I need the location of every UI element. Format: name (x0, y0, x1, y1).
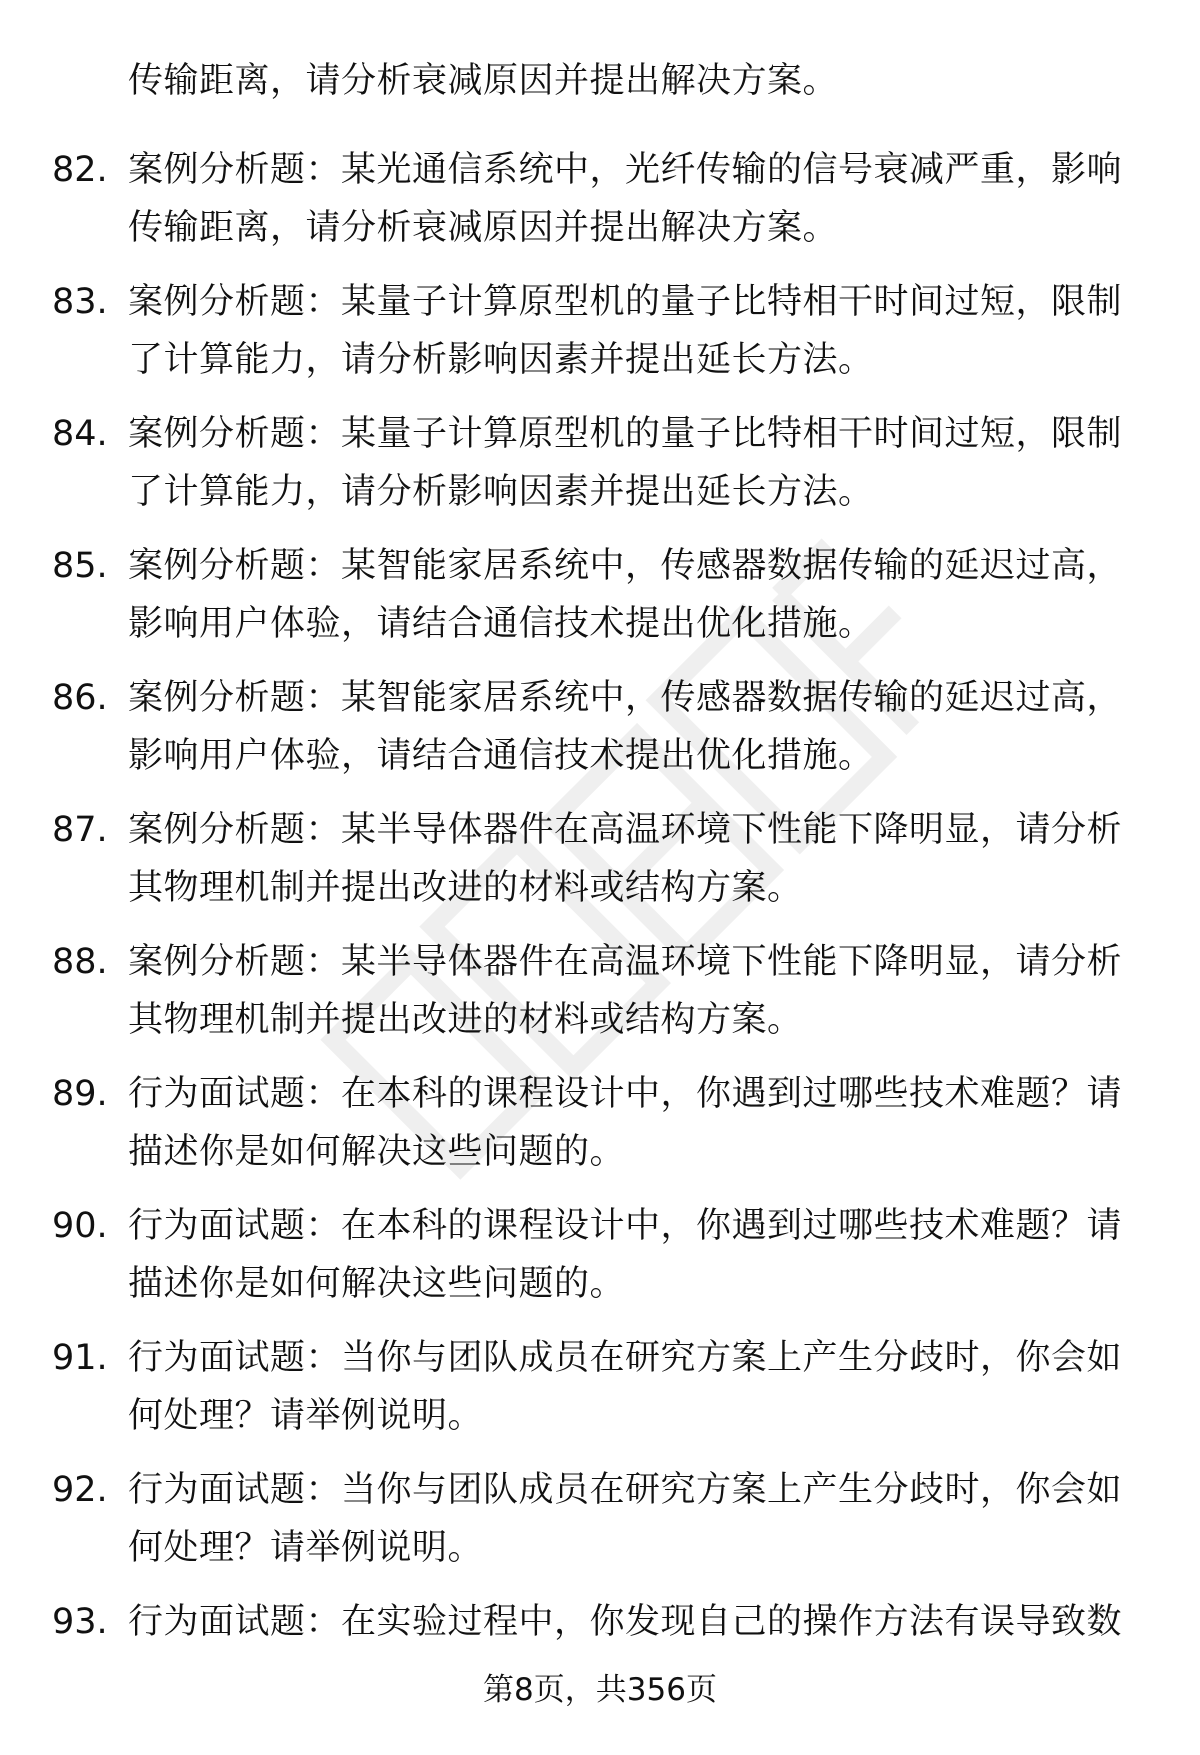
question-item (0, 1461, 1200, 1593)
question-text: 案例分析题：某智能家居系统中，传感器数据传输的延迟过高，影响用户体验，请结合通信技术提出优化措施。 (128, 546, 1123, 644)
question-list (0, 141, 1200, 1725)
question-item (0, 801, 1200, 933)
question-number: 83. (52, 282, 108, 322)
question-number: 87. (52, 810, 108, 850)
question-text: 行为面试题：在实验过程中，你发现自己的操作方法有误导致数 (128, 1602, 1123, 1642)
question-text: 案例分析题：某半导体器件在高温环境下性能下降明显，请分析其物理机制并提出改进的材料或结构方案。 (128, 942, 1123, 1040)
question-number: 85. (52, 546, 108, 586)
question-number: 92. (52, 1470, 108, 1510)
question-item (0, 933, 1200, 1065)
continued-question-text: 传输距离，请分析衰减原因并提出解决方案。 (128, 61, 839, 101)
question-number: 90. (52, 1206, 108, 1246)
question-text: 案例分析题：某智能家居系统中，传感器数据传输的延迟过高，影响用户体验，请结合通信技术提出优化措施。 (128, 678, 1123, 776)
question-number: 89. (52, 1074, 108, 1114)
question-number: 91. (52, 1338, 108, 1378)
question-text: 行为面试题：在本科的课程设计中，你遇到过哪些技术难题？请描述你是如何解决这些问题的。 (128, 1074, 1123, 1172)
question-text: 案例分析题：某光通信系统中，光纤传输的信号衰减严重，影响传输距离，请分析衰减原因并提出解决方案。 (128, 150, 1123, 248)
page-number-footer: 第8页，共356页 (483, 1672, 717, 1708)
question-item (0, 669, 1200, 801)
question-item (0, 141, 1200, 273)
question-text: 案例分析题：某半导体器件在高温环境下性能下降明显，请分析其物理机制并提出改进的材料或结构方案。 (128, 810, 1123, 908)
question-item (0, 273, 1200, 405)
question-number: 86. (52, 678, 108, 718)
question-number: 84. (52, 414, 108, 454)
question-text: 行为面试题：当你与团队成员在研究方案上产生分歧时，你会如何处理？请举例说明。 (128, 1338, 1123, 1436)
question-number: 88. (52, 942, 108, 982)
question-item (0, 1065, 1200, 1197)
question-item (0, 1197, 1200, 1329)
question-item (0, 537, 1200, 669)
question-item (0, 1329, 1200, 1461)
question-text: 行为面试题：在本科的课程设计中，你遇到过哪些技术难题？请描述你是如何解决这些问题的。 (128, 1206, 1123, 1304)
question-number: 93. (52, 1602, 108, 1642)
question-text: 案例分析题：某量子计算原型机的量子比特相干时间过短，限制了计算能力，请分析影响因素并提出延长方法。 (128, 414, 1123, 512)
question-item (0, 405, 1200, 537)
question-text: 行为面试题：当你与团队成员在研究方案上产生分歧时，你会如何处理？请举例说明。 (128, 1470, 1123, 1568)
question-number: 82. (52, 150, 108, 190)
question-text: 案例分析题：某量子计算原型机的量子比特相干时间过短，限制了计算能力，请分析影响因素并提出延长方法。 (128, 282, 1123, 380)
